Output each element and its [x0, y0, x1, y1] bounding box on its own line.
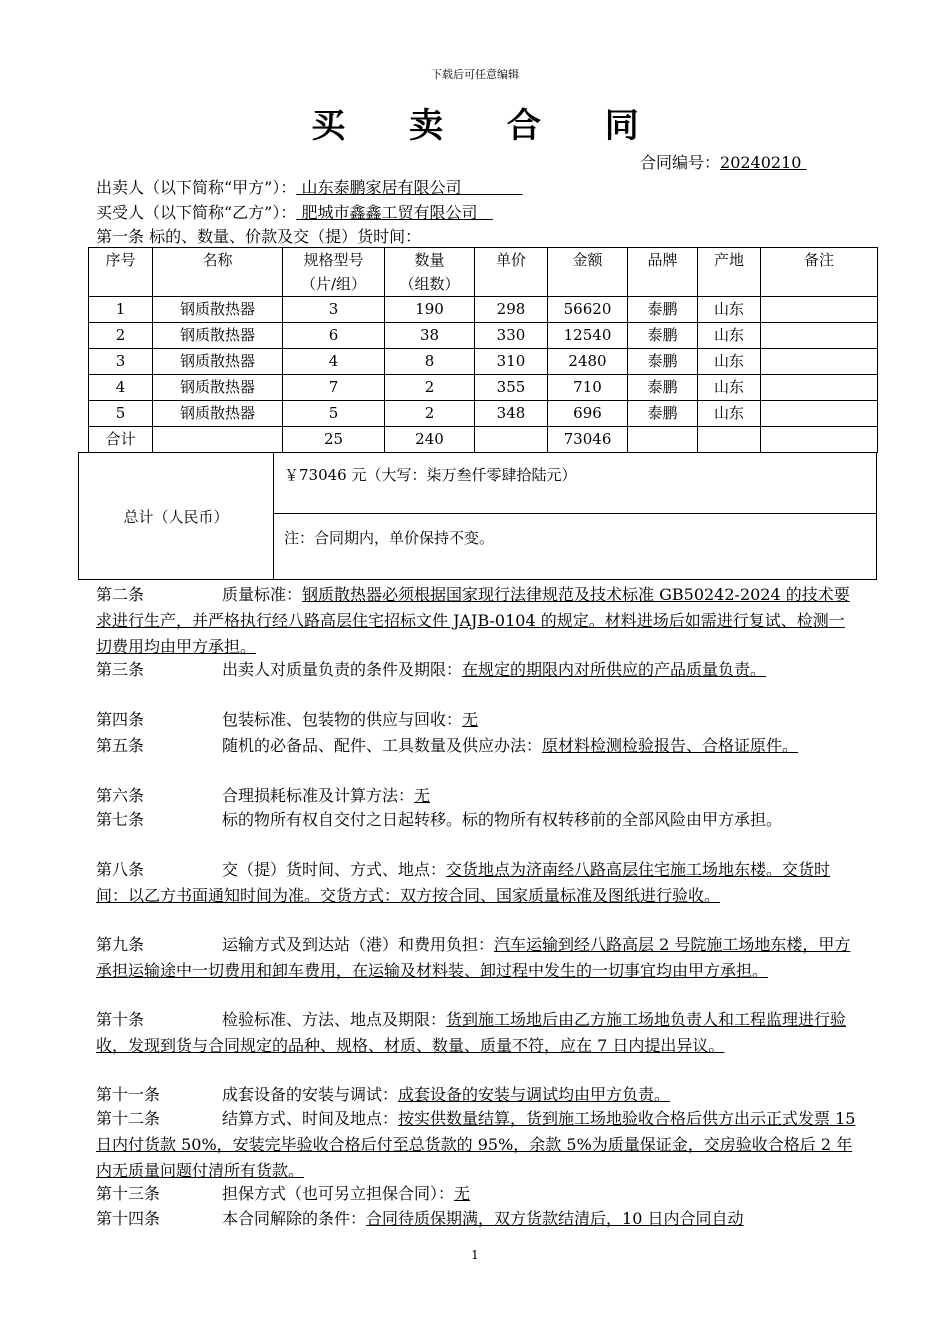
table-cell — [761, 375, 878, 401]
table-cell: 240 — [385, 427, 475, 453]
clause-number: 第十一条 — [96, 1085, 161, 1104]
table-cell: 355 — [475, 375, 548, 401]
clause-number: 第九条 — [96, 935, 145, 954]
table-cell: 2480 — [548, 349, 628, 375]
table-cell: 金额 — [548, 248, 628, 297]
clause-content: 按实供数量结算，货到施工场地验收合格后供方出示正式发票 15 日内付货款 50%，安装完毕验收合格后付至总货款的 95%，余款 5%为质量保证金，交房验收合格后 2 年内无质量问题付清所有货款。 — [96, 1109, 856, 1180]
table-cell: 山东 — [698, 297, 761, 323]
buyer-label: 买受人（以下简称“乙方”）： — [96, 203, 297, 222]
table-cell: 3 — [89, 349, 153, 375]
seller-line — [96, 175, 523, 198]
clause — [96, 707, 856, 733]
clause-title: 结算方式、时间及地点： — [222, 1109, 399, 1128]
table-cell: 696 — [548, 401, 628, 427]
clause-content: 货到施工场地后由乙方施工场地负责人和工程监理进行验收，发现到货与合同规定的品种、规格、材质、数量、质量不符，应在 7 日内提出异议。 — [96, 1010, 847, 1055]
table-cell: 2 — [89, 323, 153, 349]
clause-number: 第八条 — [96, 860, 145, 879]
clause-content: 汽车运输到经八路高层 2 号院施工场地东楼，甲方承担运输途中一切费用和卸车费用，在运输及材料装、卸过程中发生的一切事宜均由甲方承担。 — [96, 935, 851, 980]
table-cell: 2 — [385, 401, 475, 427]
items-table — [88, 247, 878, 453]
clause-title: 标的物所有权自交付之日起转移。标的物所有权转移前的全部风险由甲方承担。 — [222, 810, 783, 829]
article1-title: 第一条 标的、数量、价款及交（提）货时间： — [96, 227, 422, 246]
clause-content: 在规定的期限内对所供应的产品质量负责。 — [462, 660, 767, 679]
table-cell: 2 — [385, 375, 475, 401]
table-total-row — [89, 427, 878, 453]
clause — [96, 733, 856, 759]
table-cell: 5 — [283, 401, 385, 427]
table-cell: 合计 — [89, 427, 153, 453]
buyer-line — [96, 200, 493, 223]
table-cell: 品牌 — [628, 248, 698, 297]
clause — [96, 657, 856, 683]
clause-title: 交（提）货时间、方式、地点： — [222, 860, 447, 879]
table-cell: 泰鹏 — [628, 375, 698, 401]
seller-name: 山东泰鹏家居有限公司 — [301, 178, 462, 197]
table-cell: 山东 — [698, 401, 761, 427]
table-cell: 12540 — [548, 323, 628, 349]
grand-total-amount: ￥73046 元（大写：柒万叁仟零肆拾陆元） — [274, 453, 877, 514]
clause-content: 合同待质保期满，双方货款结清后，10 日内合同自动 — [366, 1209, 744, 1228]
table-cell: 规格型号 （片/组） — [283, 248, 385, 297]
table-cell: 38 — [385, 323, 475, 349]
table-cell: 298 — [475, 297, 548, 323]
document-title: 买 卖 合 同 — [311, 106, 665, 146]
contract-number: 20240210 — [720, 153, 802, 172]
clause-content: 交货地点为济南经八路高层住宅施工场地东楼。交货时间：以乙方书面通知时间为准。交货方式：双方按合同、国家质量标准及图纸进行验收。 — [96, 860, 831, 905]
table-row — [89, 297, 878, 323]
clause-content: 成套设备的安装与调试均由甲方负责。 — [398, 1085, 671, 1104]
clause-number: 第二条 — [96, 585, 145, 604]
clause — [96, 582, 856, 660]
clause-number: 第十二条 — [96, 1109, 161, 1128]
clause-content: 原材料检测检验报告、合格证原件。 — [542, 736, 799, 755]
clause-number: 第十三条 — [96, 1184, 161, 1203]
table-cell: 710 — [548, 375, 628, 401]
clause-content: 钢质散热器必须根据国家现行法律规范及技术标准 GB50242-2024 的技术要求进行生产，并严格执行经八路高层住宅招标文件 JAJB-0104 的规定。材料进场后如需进行复试、检测一切费用均由甲方承担。 — [96, 585, 850, 656]
clause-number: 第五条 — [96, 736, 145, 755]
clause-title: 检验标准、方法、地点及期限： — [222, 1010, 447, 1029]
clause-title: 随机的必备品、配件、工具数量及供应办法： — [222, 736, 543, 755]
clause-title: 出卖人对质量负责的条件及期限： — [222, 660, 463, 679]
clause — [96, 932, 856, 984]
grand-total-label: 总计（人民币） — [79, 453, 274, 580]
table-cell: 钢质散热器 — [153, 375, 283, 401]
table-cell: 4 — [89, 375, 153, 401]
table-row — [89, 375, 878, 401]
table-cell: 备注 — [761, 248, 878, 297]
table-cell: 数量 （组数） — [385, 248, 475, 297]
clause-number: 第十条 — [96, 1010, 145, 1029]
clause-number: 第七条 — [96, 810, 145, 829]
table-cell: 产地 — [698, 248, 761, 297]
page-number: 1 — [471, 1248, 479, 1262]
clause — [96, 1082, 856, 1108]
table-cell — [153, 427, 283, 453]
table-row — [89, 323, 878, 349]
table-cell: 序号 — [89, 248, 153, 297]
table-cell: 泰鹏 — [628, 349, 698, 375]
table-cell: 钢质散热器 — [153, 297, 283, 323]
clause-number: 第四条 — [96, 710, 145, 729]
table-cell — [761, 323, 878, 349]
table-cell — [761, 427, 878, 453]
clause — [96, 783, 856, 809]
clause-title: 成套设备的安装与调试： — [222, 1085, 399, 1104]
clause — [96, 807, 856, 833]
clause-title: 运输方式及到达站（港）和费用负担： — [222, 935, 495, 954]
table-cell: 190 — [385, 297, 475, 323]
table-row — [89, 349, 878, 375]
table-cell: 330 — [475, 323, 548, 349]
table-cell: 泰鹏 — [628, 401, 698, 427]
table-cell: 山东 — [698, 375, 761, 401]
table-cell: 310 — [475, 349, 548, 375]
clause-content: 无 — [414, 786, 431, 805]
table-cell: 钢质散热器 — [153, 401, 283, 427]
clause-title: 合理损耗标准及计算方法： — [222, 786, 415, 805]
contract-number-line — [640, 150, 807, 173]
table-cell: 钢质散热器 — [153, 323, 283, 349]
table-cell: 73046 — [548, 427, 628, 453]
clause-content: 无 — [454, 1184, 471, 1203]
clause-content: 无 — [462, 710, 479, 729]
clause — [96, 857, 856, 909]
header-note: 下载后可任意编辑 — [431, 68, 519, 81]
table-cell: 山东 — [698, 349, 761, 375]
clause-number: 第十四条 — [96, 1209, 161, 1228]
table-cell: 泰鹏 — [628, 323, 698, 349]
table-cell: 5 — [89, 401, 153, 427]
clause — [96, 1181, 856, 1207]
table-cell: 25 — [283, 427, 385, 453]
table-cell: 名称 — [153, 248, 283, 297]
table-cell — [761, 401, 878, 427]
table-cell: 泰鹏 — [628, 297, 698, 323]
contract-number-label: 合同编号： — [640, 153, 721, 172]
table-cell: 6 — [283, 323, 385, 349]
seller-label: 出卖人（以下简称“甲方”）： — [96, 178, 297, 197]
table-cell: 钢质散热器 — [153, 349, 283, 375]
grand-total-note: 注：合同期内，单价保持不变。 — [274, 514, 877, 580]
table-cell — [698, 427, 761, 453]
clause-title: 本合同解除的条件： — [222, 1209, 367, 1228]
clause-number: 第六条 — [96, 786, 145, 805]
clause-number: 第三条 — [96, 660, 145, 679]
table-cell: 山东 — [698, 323, 761, 349]
table-row — [89, 401, 878, 427]
table-cell: 7 — [283, 375, 385, 401]
table-cell: 3 — [283, 297, 385, 323]
grand-total-table — [78, 452, 877, 580]
table-header-row — [89, 248, 878, 297]
clause-title: 质量标准： — [222, 585, 303, 604]
table-cell: 348 — [475, 401, 548, 427]
table-cell — [628, 427, 698, 453]
table-cell — [761, 349, 878, 375]
table-cell — [761, 297, 878, 323]
clause — [96, 1007, 856, 1059]
buyer-name: 肥城市鑫鑫工贸有限公司 — [301, 203, 478, 222]
table-cell: 4 — [283, 349, 385, 375]
clause — [96, 1206, 856, 1232]
clause — [96, 1106, 856, 1184]
clause-title: 包装标准、包装物的供应与回收： — [222, 710, 463, 729]
clause-title: 担保方式（也可另立担保合同）： — [222, 1184, 455, 1203]
table-cell — [475, 427, 548, 453]
table-cell: 单价 — [475, 248, 548, 297]
table-cell: 56620 — [548, 297, 628, 323]
table-cell: 8 — [385, 349, 475, 375]
table-cell: 1 — [89, 297, 153, 323]
